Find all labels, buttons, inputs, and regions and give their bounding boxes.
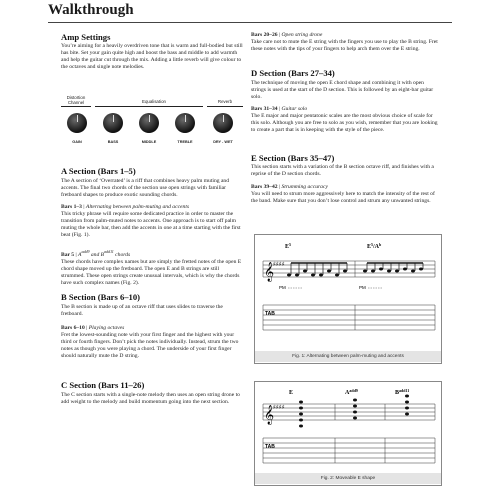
amp-settings-body: You’re aiming for a heavily overdriven tone that is warm and full-bodied but still has bite. Set your gain quite high and boost the bass and middle to add warmth and help the guitar cut through the mix. Adding a little reverb will give colour to the octaves and single note melodies. (61, 43, 243, 71)
treble-clef-icon: 𝄞 (264, 262, 275, 282)
section-a-heading: A Section (Bars 1–5) (61, 166, 136, 176)
fig2-chord-1: E (289, 390, 294, 396)
fig2-tab-label: TAB (265, 444, 275, 450)
fig1-chord-1: $E^5$ (285, 242, 292, 250)
section-d-body: The technique of moving the open E chord shape and combining it with open strings is used at the start of the D section. This is followed by an eight-bar guitar solo. (251, 80, 434, 101)
fig1-pm-2: PM (359, 285, 366, 290)
bars-1-3-label: Bars 1–3 (61, 204, 82, 210)
bars-6-10-body: Fret the lowest-sounding note with your first finger and the highest with your third or fourth fingers. Don’t pick the notes individually. Instead, strum the two notes as though you were playing a chord. The underside of your first finger should naturally mute the D string. (61, 332, 239, 360)
gain-knob (67, 113, 87, 133)
figure-2-caption: Fig. 2: Moveable E shape (255, 473, 441, 484)
bars-6-10-label: Bars 6–10 (61, 325, 85, 331)
bars-20-26-title: Open string drone (281, 32, 323, 38)
key-signature-icon: ♯♯♯♯ (273, 404, 285, 411)
figure-2-notation (255, 382, 441, 473)
page-title: Walkthrough (48, 2, 134, 18)
section-b-body: The B section is made up of an octave riff that uses slides to traverse the fretboard. (61, 304, 223, 318)
section-c-body: The C section starts with a single-note melody then uses an open string drone to add weight to the melody and build momentum going into the next section. (61, 392, 240, 406)
fig2-chord-3: $B^{add11}$ (395, 388, 410, 396)
bars-6-10-block: Bars 6–10 | Playing octaves Fret the lowest-sounding note with your first finger and the highest with your third or fourth fingers. Don’t pick the notes individually. Instead, strum the two notes as though you were playing a chord. The underside of your first finger should naturally mute the D string. (61, 325, 239, 360)
amp-group-reverb: Reverb (217, 99, 233, 104)
bars-39-42-label: Bars 39–42 (251, 184, 278, 190)
figure-2 (254, 381, 442, 486)
bars-31-34-body: The E major and major pentatonic scales are the most obvious choice of scale for this solo. Although you are free to solo as you wish, remember that you are looking to create a part that is in keeping with the style of the piece. (251, 113, 438, 134)
fig1-tab-label: TAB (265, 311, 275, 317)
amp-group-line (61, 106, 91, 107)
gain-label: GAIN (72, 140, 82, 144)
bars-39-42-title: Strumming accuracy (281, 184, 328, 190)
bass-knob (103, 113, 123, 133)
title-rule (48, 22, 452, 23)
bars-39-42-block: Bars 39–42 | Strumming accuracy You will need to strum more aggressively here to match the intensity of the rest of the band. Make sure that you don’t lose control and strum any unwanted strings. (251, 184, 435, 205)
section-e-heading: E Section (Bars 35–47) (251, 153, 335, 163)
bars-1-3-block: Bars 1–3 | Alternating between palm-muting and accents This tricky phrase will require some dedicated practice in order to master the transition from palm-muted notes to accents. One approach is to start off palm muting the whole bar, then add the accents in one at a time starting with the first beat (Fig. 1). (61, 204, 241, 239)
middle-knob (139, 113, 159, 133)
reverb-label: DRY - WET (213, 140, 233, 144)
fig1-chord-2: $E^5/A^b$ (367, 242, 382, 250)
bass-label: BASS (107, 140, 119, 144)
bar-5-title: $A^{add9}$ and $B^{add11}$ chords (78, 249, 131, 258)
fig1-pm-1: PM (279, 285, 286, 290)
fig2-tab-staff (263, 438, 435, 463)
amp-settings-heading: Amp Settings (61, 32, 111, 42)
section-a-body: The A section of ‘Overrated’ is a riff that combines heavy palm muting and accents. The final two chords of the section use open strings with familiar fretboard shapes to produce exotic sounding chords. (61, 178, 230, 199)
bars-6-10-title: Playing octaves (88, 325, 125, 331)
bars-20-26-body: Take care not to mute the E string with the fingers you use to play the B string. Fret these notes with the tips of your fingers to help arch them over the E string. (251, 39, 438, 53)
bars-31-34-label: Bars 31–34 (251, 106, 278, 112)
amp-group-line (95, 106, 203, 107)
middle-label: MIDDLE (141, 140, 157, 144)
fig2-chord-2: $A^{add9}$ (345, 388, 358, 396)
section-b-heading: B Section (Bars 6–10) (61, 292, 141, 302)
figure-1-notation (255, 235, 441, 351)
amp-settings-diagram (61, 95, 243, 161)
amp-group-equalisation: Equalisation (142, 99, 166, 104)
bar-5-label: Bar 5 (61, 251, 75, 258)
key-signature-icon: ♯♯♯♯ (273, 261, 285, 268)
figure-1 (254, 234, 442, 364)
bar-5-block: Bar 5 | $A^{add9}$ and $B^{add11}$ chords These chords have complex names but are simply the fretted notes of the open E chord shape moved up the fretboard. The open E and B strings are still strummed. These open strings create unusual intervals, which is why the chords have such complex names (Fig. 2). (61, 249, 242, 287)
figure-1-caption: Fig. 1: Alternating between palm-muting and accents (255, 351, 441, 362)
bars-1-3-title: Alternating between palm-muting and accents (85, 204, 190, 210)
section-e-body: This section starts with a variation of the B section octave riff, and finishes with a reprise of the D section chords. (251, 164, 434, 178)
amp-group-distortion: Distortion Channel (66, 95, 86, 105)
treble-label: TREBLE (177, 140, 193, 144)
bars-39-42-body: You will need to strum more aggressively here to match the intensity of the rest of the band. Make sure that you don’t lose control and strum any unwanted strings. (251, 191, 435, 205)
amp-group-line (207, 106, 243, 107)
fig2-notes (299, 395, 409, 428)
bars-20-26-block: Bars 20–26 | Open string drone Take care not to mute the E string with the fingers you use to play the B string. Fret these notes with the tips of your fingers to help arch them over the E string. (251, 32, 438, 53)
bars-20-26-label: Bars 20–26 (251, 32, 278, 38)
bars-31-34-title: Guitar solo (281, 106, 308, 112)
section-d-heading: D Section (Bars 27–34) (251, 68, 335, 78)
bars-1-3-body: This tricky phrase will require some dedicated practice in order to master the transition from palm-muted notes to accents. One approach is to start off palm muting the whole bar, then add the accents in one at a time starting with the first beat (Fig. 1). (61, 211, 241, 239)
treble-knob (175, 113, 195, 133)
bar-5-body: These chords have complex names but are simply the fretted notes of the open E chord shape moved up the fretboard. The open E and B strings are still strummed. These open strings create unusual intervals, which is why the chords have such complex names (Fig. 2). (61, 258, 242, 287)
treble-clef-icon: 𝄞 (264, 405, 275, 425)
section-c-heading: C Section (Bars 11–26) (61, 380, 145, 390)
fig2-staff (263, 404, 435, 420)
bars-31-34-block: Bars 31–34 | Guitar solo The E major and major pentatonic scales are the most obvious choice of scale for this solo. Although you are free to solo as you wish, remember that you are looking to create a part that is in keeping with the style of the piece. (251, 106, 438, 134)
fig1-tab-staff (263, 305, 435, 330)
reverb-knob (213, 113, 233, 133)
